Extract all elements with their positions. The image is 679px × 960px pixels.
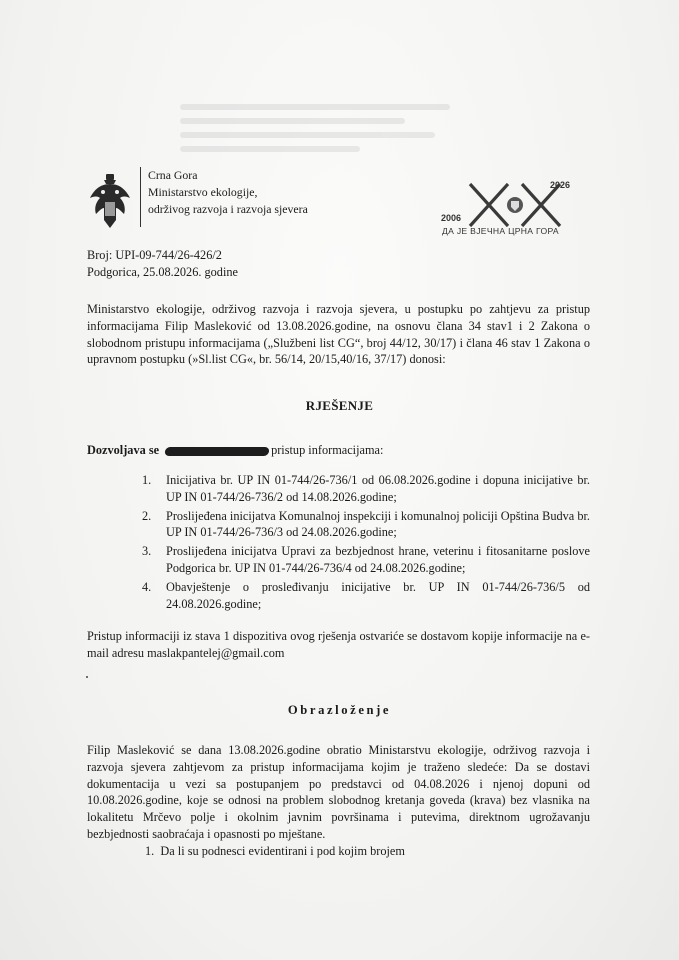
decision-title: RJEŠENJE bbox=[305, 398, 374, 413]
grant-lead: Dozvoljava se bbox=[87, 443, 160, 457]
list-number: 4. bbox=[142, 579, 152, 594]
list-text: Proslijeđena inicijatva Upravi za bezbjednost hrane, veterinu i fitosanitarne poslove Podgorica br. UP IN 01-744/26-736/4 od 24.08.2026.godine; bbox=[166, 544, 590, 575]
logo-motto: ДА ЈЕ ВЈЕЧНА ЦРНА ГОРА bbox=[442, 226, 559, 236]
grant-tail: pristup informacijama: bbox=[271, 443, 384, 457]
ministry-header bbox=[148, 167, 308, 218]
ministry-name-line2: održivog razvoja i razvoja sjevera bbox=[148, 202, 308, 216]
reasoning-paragraph: Filip Masleković se dana 13.08.2026.godine obratio Ministarstvu ekologije, održivog razvoja i razvoja sjevera zahtjevom za pristup informacijama kojim je traženo sledeće: Da se dostavi dokumentacija u vezi sa postupanjem po predstavci od 04.08.2026 i njenoj dopuni od 10.08.2026.godine, koje se odnosi na problem slobodnog kretanja goveda (krava) bez vlasnika na lokalitetu Mrčevo polje i okolnim javnim površinama i putevima, direktnom ugrožavanju bezbjednosti saobraćaja i opasnosti po mještane. bbox=[87, 743, 590, 841]
list-text: Proslijeđena inicijatva Komunalnoj inspekciji i komunalnoj policiji Opština Budva br. UP IN 01-744/26-736/3 od 24.08.2026.godine; bbox=[166, 508, 590, 540]
bleed-through-text bbox=[180, 96, 480, 166]
place-date: Podgorica, 25.08.2026. godine bbox=[87, 265, 238, 279]
granted-items-list bbox=[142, 472, 590, 614]
question-item bbox=[145, 844, 405, 859]
grant-line bbox=[87, 443, 383, 458]
stray-mark bbox=[86, 676, 88, 678]
list-number: 1. bbox=[142, 473, 152, 487]
redacted-name bbox=[164, 447, 269, 456]
list-item bbox=[142, 543, 590, 577]
list-text: Inicijativa br. UP IN 01-744/26-736/1 od 06.08.2026.godine i dopuna inicijative br. UP IN 01-744/26-736/2 od 14.08.2026.godine; bbox=[166, 473, 590, 504]
ministry-name-line1: Ministarstvo ekologije, bbox=[148, 185, 258, 199]
list-text: Obavještenje o prosleđivanju inicijative br. UP IN 01-744/26-736/5 od 24.08.2026.godine; bbox=[166, 579, 590, 611]
access-paragraph: Pristup informaciji iz stava 1 dispozitiva ovog rješenja ostvariće se dostavom kopije informacije na e-mail adresu maslakpantelej@gmail.com bbox=[87, 629, 590, 660]
reference-block bbox=[87, 247, 238, 281]
list-item bbox=[142, 579, 590, 613]
logo-year-left: 2006 bbox=[441, 213, 462, 223]
logo-year-right: 2026 bbox=[550, 180, 571, 190]
coat-of-arms-icon bbox=[86, 172, 134, 230]
document-number: Broj: UPI-09-744/26-426/2 bbox=[87, 248, 222, 262]
list-item bbox=[142, 472, 590, 506]
intro-paragraph: Ministarstvo ekologije, održivog razvoja i razvoja sjevera, u postupku po zahtjevu za pristup informacijama Filip Masleković od 13.08.2026.godine, na osnovu člana 34 stav1 i 2 Zakona o slobodnom pristupu informacijama („Službeni list CG“, broj 44/12, 30/17) i člana 46 stav 1 Zakona o upravnom postupku (»Sl.list CG«, br. 56/14, 20/15,40/16, 37/17) donosi: bbox=[87, 302, 590, 367]
country-name: Crna Gora bbox=[148, 168, 198, 182]
list-number: 2. bbox=[142, 508, 152, 523]
question-number: 1. bbox=[145, 844, 155, 858]
reasoning-title: Obrazloženje bbox=[287, 703, 392, 717]
list-number: 3. bbox=[142, 544, 152, 559]
header-divider bbox=[140, 167, 141, 227]
question-text: Da li su podnesci evidentirani i pod kojim brojem bbox=[160, 844, 405, 858]
list-item bbox=[142, 508, 590, 542]
